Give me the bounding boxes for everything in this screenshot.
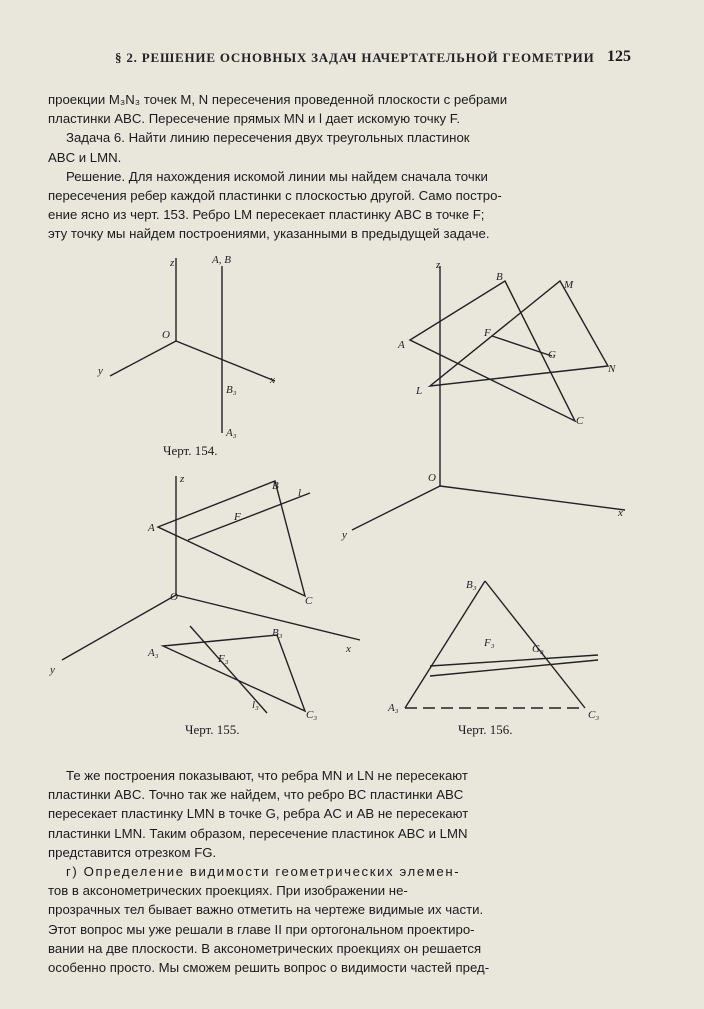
- label: l: [298, 487, 302, 499]
- text-line: тов в аксонометрических проекциях. При изображении не-: [48, 883, 408, 899]
- caption-fig-156: Черт. 156.: [458, 722, 513, 737]
- text-line: пересечения ребер каждой пластинки с плоскостью другой. Само постро-: [48, 188, 502, 204]
- top-paragraphs: [48, 90, 638, 244]
- section-title: § 2. РЕШЕНИЕ ОСНОВНЫХ ЗАДАЧ НАЧЕРТАТЕЛЬНОЙ ГЕОМЕТРИИ: [115, 50, 595, 65]
- label: z: [180, 473, 185, 485]
- text-line: пересекает пластинку LMN в точке G, ребра AC и AB не пересекают: [48, 806, 469, 822]
- bottom-paragraphs: [48, 766, 638, 977]
- segment-FG: [492, 336, 552, 356]
- label: B: [496, 271, 503, 283]
- label: C₃: [306, 709, 318, 721]
- triangle-ABC: [158, 481, 305, 596]
- x-axis: [440, 486, 625, 510]
- running-header: [0, 46, 704, 72]
- label: C: [576, 415, 584, 427]
- label: A, B: [212, 254, 231, 266]
- text-line: Те же построения показывают, что ребра MN и LN не пересекают: [66, 768, 468, 783]
- label: L: [416, 385, 423, 397]
- y-axis: [352, 486, 440, 530]
- text-line: ABC и LMN.: [48, 149, 122, 165]
- label: A₃: [226, 427, 237, 439]
- label: F₃: [218, 653, 229, 665]
- label: G₃: [532, 643, 544, 655]
- text-line: вании на две плоскости. В аксонометрических проекциях он решается: [48, 940, 482, 956]
- figure-153: [352, 266, 625, 530]
- label: B₃: [226, 384, 237, 396]
- label: O: [170, 591, 178, 603]
- label: C₃: [588, 709, 600, 721]
- label: y: [50, 664, 55, 676]
- triangle-LMN: [430, 281, 608, 386]
- x-axis: [176, 341, 275, 381]
- label: A₃: [388, 702, 399, 714]
- label: x: [270, 374, 275, 386]
- text-line: проекции M₃N₃ точек M, N пересечения проведенной плоскости с ребрами: [48, 92, 508, 107]
- label: A: [398, 339, 405, 351]
- label: x: [618, 507, 623, 519]
- figure-154: [110, 258, 275, 433]
- label: B₃: [466, 579, 477, 591]
- text-line: особенно просто. Мы сможем решить вопрос о видимости частей пред-: [48, 960, 490, 976]
- label: N: [608, 363, 616, 375]
- label: F₃: [484, 637, 495, 649]
- label: G: [548, 349, 556, 361]
- text-line: эту точку мы найдем построениями, указанными в предыдущей задаче.: [48, 226, 490, 242]
- label: A: [148, 522, 155, 534]
- label: z: [436, 259, 441, 271]
- line-upper: [430, 655, 598, 666]
- x-axis: [176, 595, 360, 640]
- caption-fig-154: Черт. 154.: [163, 443, 218, 458]
- text-line: г) Определение видимости геометрических элемен-: [66, 864, 461, 880]
- line-l: [188, 493, 310, 540]
- page-number: 125: [607, 48, 631, 65]
- label: O: [428, 472, 436, 484]
- y-axis: [110, 341, 176, 376]
- figures: [0, 248, 704, 768]
- line-lower: [430, 660, 598, 676]
- label: M: [564, 279, 574, 291]
- text-line: представится отрезком FG.: [48, 844, 217, 860]
- text-line: пластинки ABC. Точно так же найдем, что ребро BC пластинки ABC: [48, 787, 464, 803]
- label: l₃: [252, 699, 259, 711]
- label: O: [162, 329, 170, 341]
- triangle-A3B3C3: [163, 635, 305, 711]
- text-line: пластинки LMN. Таким образом, пересечение пластинок ABC и LMN: [48, 825, 468, 841]
- label: x: [346, 643, 351, 655]
- text-line: Решение. Для нахождения искомой линии мы найдем сначала точки: [66, 168, 488, 184]
- caption-fig-155: Черт. 155.: [185, 722, 240, 737]
- label: y: [98, 365, 103, 377]
- label: y: [342, 529, 347, 541]
- edge-A3B3: [405, 581, 485, 708]
- text-line: ение ясно из черт. 153. Ребро LM пересекает пластинку ABC в точке F;: [48, 207, 485, 223]
- label: F: [484, 327, 491, 339]
- text-line: Этот вопрос мы уже решали в главе II при ортогональном проектиро-: [48, 921, 475, 937]
- label: B₃: [272, 627, 283, 639]
- figure-155: [62, 476, 360, 713]
- label: z: [170, 257, 175, 269]
- label: B: [272, 480, 279, 492]
- text-line: прозрачных тел бывает важно отметить на чертеже видимые их части.: [48, 902, 484, 918]
- text-line: пластинки ABC. Пересечение прямых MN и l дает искомую точку F.: [48, 111, 461, 127]
- label: C: [305, 595, 313, 607]
- label: A₃: [148, 647, 159, 659]
- y-axis: [62, 595, 176, 660]
- label: F: [234, 511, 241, 523]
- figure-156: [405, 581, 598, 708]
- text-line: Задача 6. Найти линию пересечения двух треугольных пластинок: [66, 130, 470, 146]
